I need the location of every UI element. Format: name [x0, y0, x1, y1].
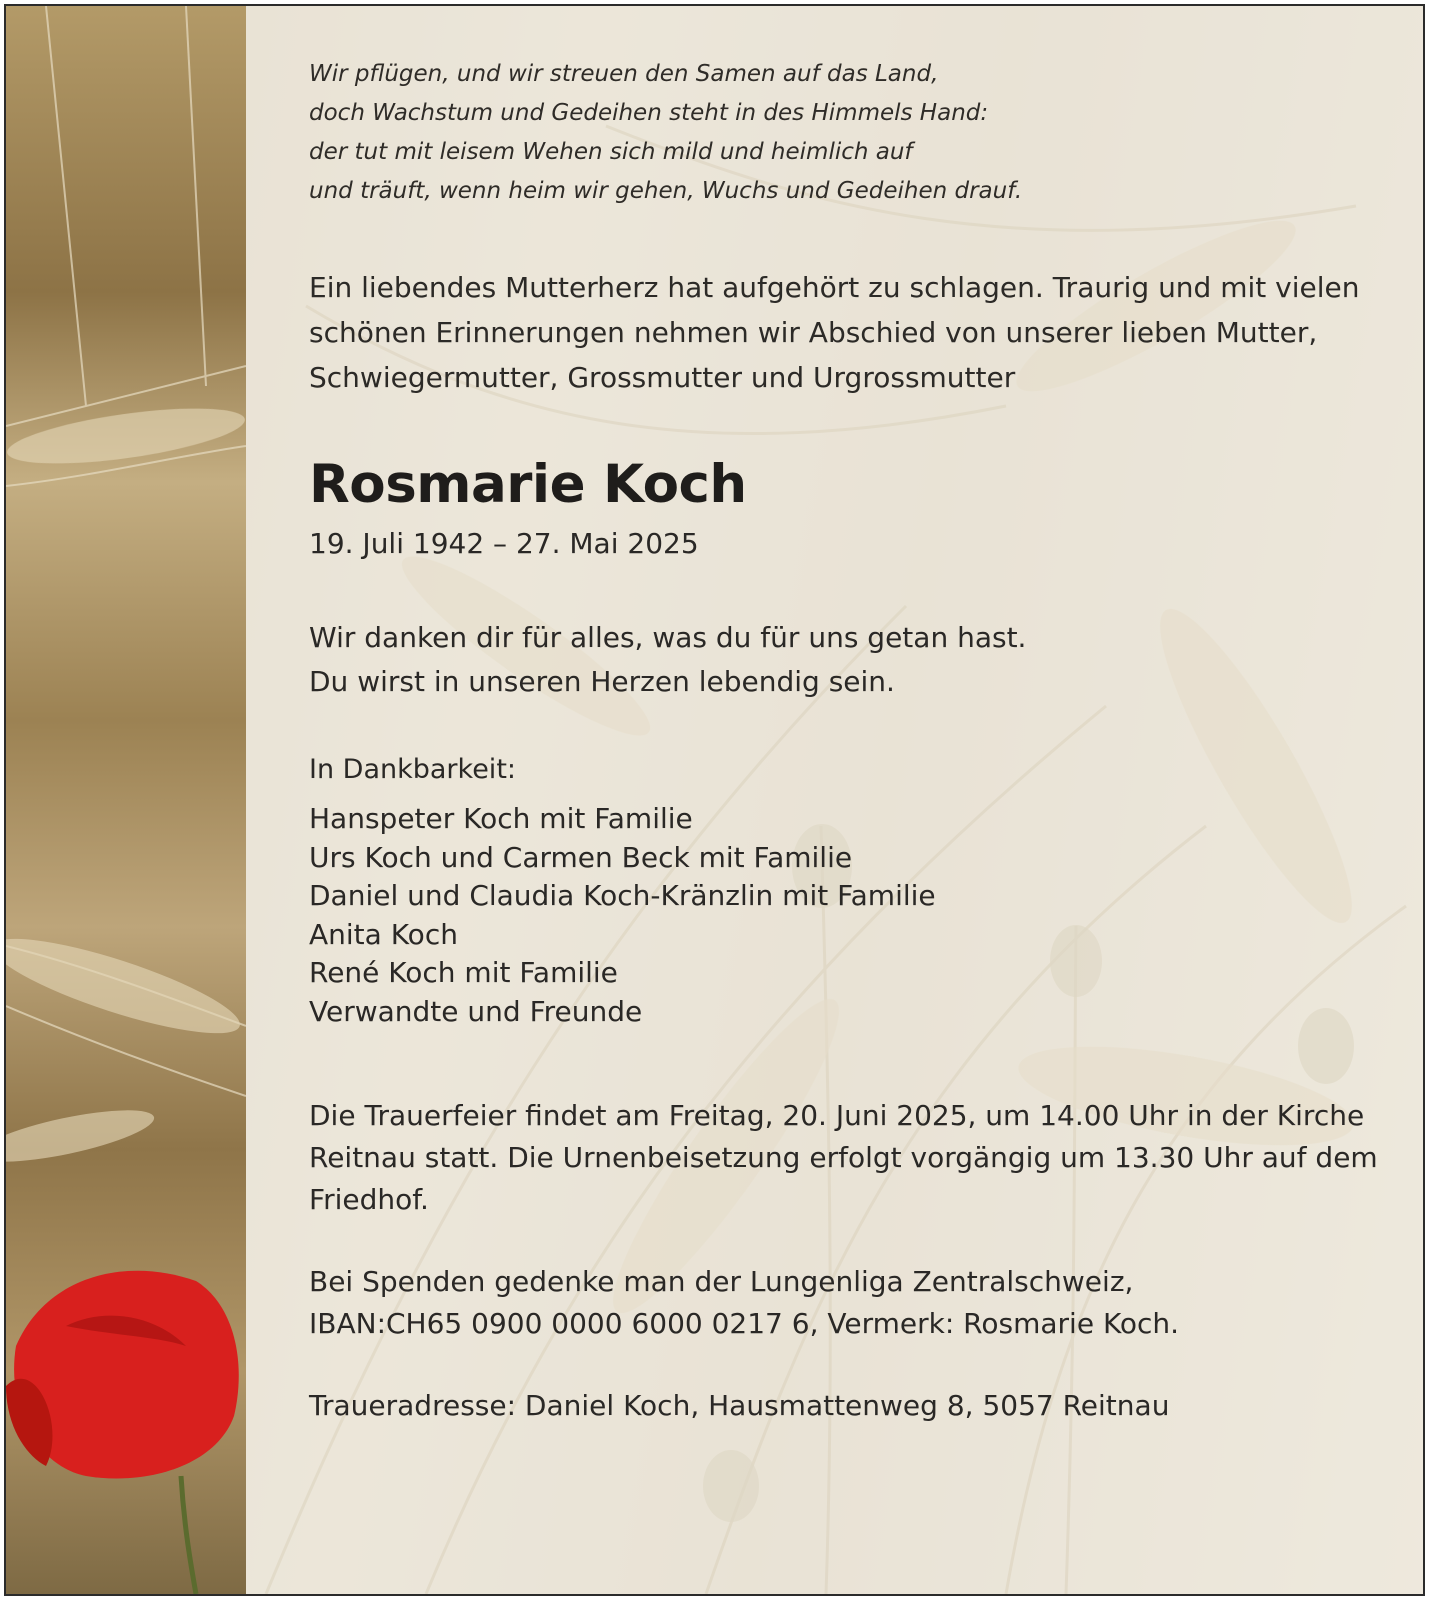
deceased-name: Rosmarie Koch — [309, 454, 747, 515]
intro-text: Ein liebendes Mutterherz hat aufgehört zu schlagen. Traurig und mit vielen schönen Erinnerungen nehmen wir Abschied von unserer lieben Mutter, Schwiegermutter, Grossmutter und Urgrossmutter — [309, 271, 1360, 394]
mourning-address: Traueradresse: Daniel Koch, Hausmattenweg 8, 5057 Reitnau — [309, 1389, 1170, 1422]
family-member: Hanspeter Koch mit Familie — [309, 802, 693, 835]
thanks-line: Du wirst in unseren Herzen lebendig sein. — [309, 665, 895, 698]
family-member: Verwandte und Freunde — [309, 994, 643, 1028]
donation-line: Bei Spenden gedenke man der Lungenliga Zentralschweiz, — [309, 1265, 1134, 1298]
gratitude-label: In Dankbarkeit: — [309, 754, 516, 785]
family-member: Daniel und Claudia Koch-Kränzlin mit Familie — [309, 879, 936, 912]
poem-line: und träuft, wenn heim wir gehen, Wuchs und Gedeihen drauf. — [309, 178, 1023, 204]
family-member: Anita Koch — [309, 917, 458, 951]
poppy-flower-icon — [6, 1271, 239, 1594]
donation-iban-line: IBAN:CH65 0900 0000 6000 0217 6, Vermerk: Rosmarie Koch. — [309, 1307, 1180, 1340]
family-member: René Koch mit Familie — [309, 956, 618, 989]
poem — [309, 55, 1399, 211]
family-member: Urs Koch und Carmen Beck mit Familie — [309, 840, 853, 874]
wheat-and-poppy-image — [6, 6, 246, 1594]
thanks-message — [309, 616, 1399, 704]
thanks-line: Wir danken dir für alles, was du für uns getan hast. — [309, 621, 1027, 654]
poem-line: doch Wachstum und Gedeihen steht in des Himmels Hand: — [309, 100, 989, 126]
ceremony-details: Die Trauerfeier findet am Freitag, 20. Juni 2025, um 14.00 Uhr in der Kirche Reitnau statt. Die Urnenbeisetzung erfolgt vorgängig um 13.30 Uhr auf dem Friedhof. — [309, 1099, 1378, 1216]
obituary-content — [309, 55, 1399, 1427]
poem-line: der tut mit leisem Wehen sich mild und heimlich auf — [309, 139, 913, 165]
donation-info — [309, 1261, 1399, 1345]
poem-line: Wir pflügen, und wir streuen den Samen auf das Land, — [309, 61, 939, 87]
life-dates: 19. Juli 1942 – 27. Mai 2025 — [309, 527, 699, 560]
left-photo-strip — [6, 6, 246, 1594]
family-list — [309, 800, 1399, 1031]
